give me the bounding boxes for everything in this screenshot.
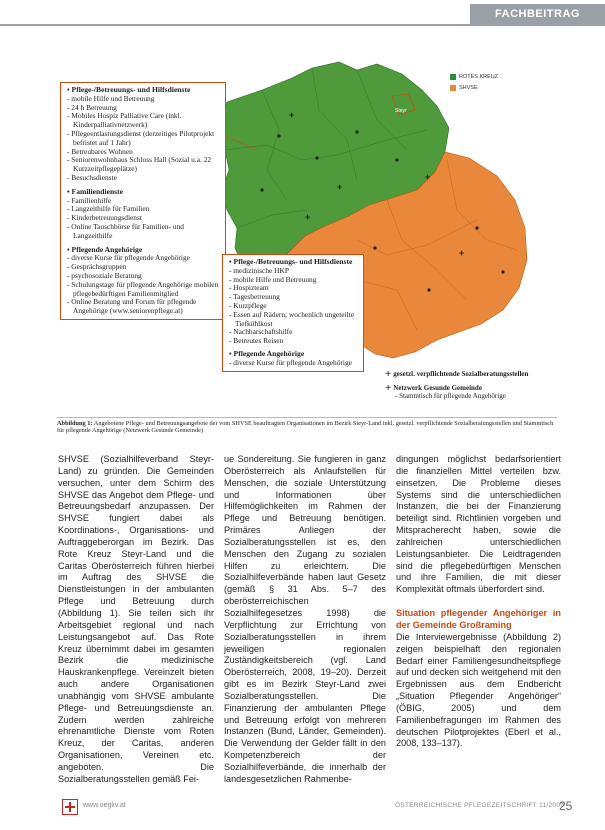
legend-row-counselling [385, 370, 555, 379]
legend-label-orange: SHVSE [459, 85, 478, 91]
list-item: - Besuchsdienste [67, 172, 117, 182]
legend-swatch-green [450, 74, 456, 80]
rk-family-title: • Familiendienste [67, 186, 124, 196]
svg-text:+: + [305, 212, 311, 222]
legend-swatch-orange [450, 85, 456, 91]
legend-label-green: ROTES KREUZ [459, 74, 499, 80]
rk-section-family [67, 188, 219, 241]
legend-network-label: Netzwerk Gesunde Gemeinde [393, 383, 482, 392]
rk-section-care [67, 86, 219, 183]
legend-row-network [385, 381, 555, 394]
figure-legend [385, 370, 555, 401]
list-item: - Schulungstage für pflegende Angehörige mobilen pflegebedürftigen Familienmitglied [67, 279, 219, 298]
list-item: - Nachbarschaftshilfe [229, 327, 293, 337]
rk-relatives-title: • Pflegende Angehörige [67, 244, 143, 254]
header-rule [0, 24, 605, 26]
footer-url[interactable]: www.oegkv.at [83, 802, 126, 809]
list-item: - Online Beratung und Forum für pflegende Angehörige (www.seniorenpflege.at) [67, 297, 197, 316]
figure-1 [57, 40, 557, 444]
shvse-care-title: • Pflege-/Betreuungs- und Hilfsdienste [229, 257, 353, 266]
list-item: - Kinderbetreuungsdienst [67, 213, 142, 223]
list-item: - medizinische HKP [229, 265, 289, 275]
paragraph: SHVSE (Sozialhilfeverband Steyr-Land) zu gründen. Die Gemeinden versuchen, unter dem Schirm des SHVSE das Angebot dem Pflege- und Betreuungsbedarf anzupassen. Der SHVSE fungiert dabei als Koordinations-, Organisations- und Auftraggeberorgan im Bezirk. Das Rote Kreuz Steyr-Land und die Caritas Oberösterreich führen hierbei im Auftrag des SHVSE die Dienstleistungen in der ambulanten Pflege und Betreuung durch (Abbildung 1). Sie teilen sich ihr Arbeitsgebiet regional und nach Leistungsangebot auf. Das Rote Kreuz übernimmt dabei im gesamten Bezirk die medizinische Hauskrankenpflege. Vereinzelt bieten auch andere Organisationen unabhängig vom SHVSE ambulante Pflege- und Betreuungsdienste an. Zudem werden zahlreiche ehrenamtliche Dienste vom Roten Kreuz, der Caritas, anderen Organisationen, Vereinen etc. angeboten. Die Sozialberatungsstellen gemäß Fei- [58, 454, 214, 784]
body-column-3 [396, 454, 561, 750]
svg-text:+: + [337, 182, 343, 192]
legend-network-sub: - Stammtisch für pflegende Angehörige [395, 392, 506, 401]
svg-text:+: + [425, 172, 431, 182]
list-item: - Pflegeentlastungsdienst (derzeitiges Pilotprojekt befristet auf 1 Jahr) [67, 128, 215, 147]
list-item: - Langzeithilfe für Familien [67, 204, 150, 214]
body-column-1 [58, 454, 214, 786]
paragraph: dingungen möglichst bedarfsorientiert die finanziellen Mittel verteilen bzw. einsetzen. Die Probleme dieses Systems sind die unterschiedlichen Instanzen, die bei der Finanzierung beteiligt sind. Richtlinien vorgeben und Mitspracherecht haben, sowie die zahlreichen unterschiedlichen Leistungsanbieter. Die Leidtragenden sind die pflegebedürftigen Menschen und ihre Familien, die mit dieser Komplexität oftmals überfordert sind. [396, 454, 561, 595]
page-number: 25 [559, 799, 573, 813]
list-item: - Betreutes Reisen [229, 336, 284, 346]
list-item: - Betreubares Wohnen [67, 146, 133, 156]
list-item: - Essen auf Rädern; wochenlich ungeteilte Tiefkühlkost [229, 309, 354, 328]
list-item: - Online Tauschbörse für Familien- und Langzeithilfe [67, 221, 184, 240]
list-item: - Gesprächsgruppen [67, 262, 127, 272]
list-item: - diverse Kurse für pflegende Angehörige [229, 357, 352, 367]
section-title: FACHBEITRAG [495, 8, 580, 20]
list-item: - diverse Kurse für pflegende Angehörige [67, 253, 190, 263]
caption-label: Abbildung 1: [57, 420, 93, 427]
page-header [0, 0, 605, 28]
list-item: - Seniorenwohnhaus Schloss Hall (Sozial u.a. 22 Kurzzeitpflegeplätze) [67, 155, 212, 174]
svg-text:+: + [289, 110, 295, 120]
paragraph: Die Interviewergebnisse (Abbildung 2) zeigen beispielhaft den regionalen Bedarf einer Familiengesundheitspflege auf und decken sich weitgehend mit den Ergebnissen aus dem Endbericht „Situation Pflegender Angehöriger“ (ÖBIG, 2005) und dem Familienbefragungen im Rahmen des deutschen Pilotprojektes (Eberl et al., 2008, 133–137). [396, 631, 561, 749]
list-item: - 24 h Betreuung [67, 102, 117, 112]
list-item: - Familienhilfe [67, 195, 112, 205]
page-footer [0, 797, 605, 830]
footer-journal: ÖSTERREICHISCHE PFLEGEZEITSCHRIFT 11/2009 [395, 802, 565, 809]
rotes-kreuz-services-box [60, 82, 226, 320]
svg-text:+: + [459, 248, 465, 258]
plus-icon: + [385, 381, 392, 394]
paragraph: ue Sondereitung. Sie fungieren in ganz Oberösterreich als Anlaufstellen für Menschen, die soziale Unterstützung und Informationen über Hilfemöglichkeiten im Rahmen der Pflege und Betreuung benötigen. Primäres Anliegen der Sozialberatungsstellen ist es, den Menschen den Zugang zu sozialen Hilfen zu erleichtern. Die Sozialhilfeverbände haben laut Gesetz (gemäß § 31 Abs. 5–7 des oberösterreichischen Sozialhilfegesetzes 1998) die Verpflichtung zur Errichtung von Sozialberatungsstellen in ihrem jeweiligen regionalen Zuständigkeitsbereich (vgl. Land Oberösterreich, 2008, 19–20). Derzeit gibt es im Bezirk Steyr-Land zwei Sozialberatungsstellen. Die Finanzierung der ambulanten Pflege und Betreuung erfolgt von mehreren Instanzen (Bund, Länder, Gemeinden). Die Verwendung der Gelder fällt in den Kompetenzbereich der Sozialhilfeverbände, die innerhalb der landesgesetzlichen Rahmenbe- [224, 454, 386, 784]
list-item: - Kurzpflege [229, 300, 267, 310]
plus-icon: + [385, 368, 392, 380]
steyr-label: Steyr [395, 108, 407, 114]
shvse-services-box [222, 254, 364, 372]
oegkv-logo-icon [62, 799, 78, 815]
shvse-relatives-title: • Pflegende Angehörige [229, 348, 305, 358]
rk-section-relatives [67, 246, 219, 316]
legend-counselling-label: gesetzl. verpflichtende Sozialberatungsstellen [393, 370, 529, 378]
list-item: - mobile Hilfe und Betreuung [67, 93, 155, 103]
rk-care-title: • Pflege-/Betreuungs- und Hilfsdienste [67, 85, 191, 94]
list-item: - Tagesbetreuung [229, 292, 280, 302]
figure-caption [57, 417, 557, 435]
caption-text: Angebotene Pflege- und Betreuungsangebote der vom SHVSE beauftragten Organisationen im Bezirk Steyr-Land inkl. gesetzl. verpflichtende Sozialberatungsstellen und Stammtisch für pflegende Angehörige (Netzwerk Gesunde Gemeinde) [57, 420, 554, 435]
list-item: - Hospizteam [229, 283, 269, 293]
section-tab [470, 4, 605, 24]
body-column-2 [224, 454, 386, 786]
list-item: - Mobiles Hospiz Palliative Care (inkl. Kinderpalliativnetzwerk) [67, 111, 182, 130]
list-item: - psychosoziale Beratung [67, 270, 142, 280]
section-heading: Situation pflegender Angehöriger in der Gemeinde Großraming [396, 608, 561, 630]
list-item: - mobile Hilfe und Betreuung [229, 274, 317, 284]
